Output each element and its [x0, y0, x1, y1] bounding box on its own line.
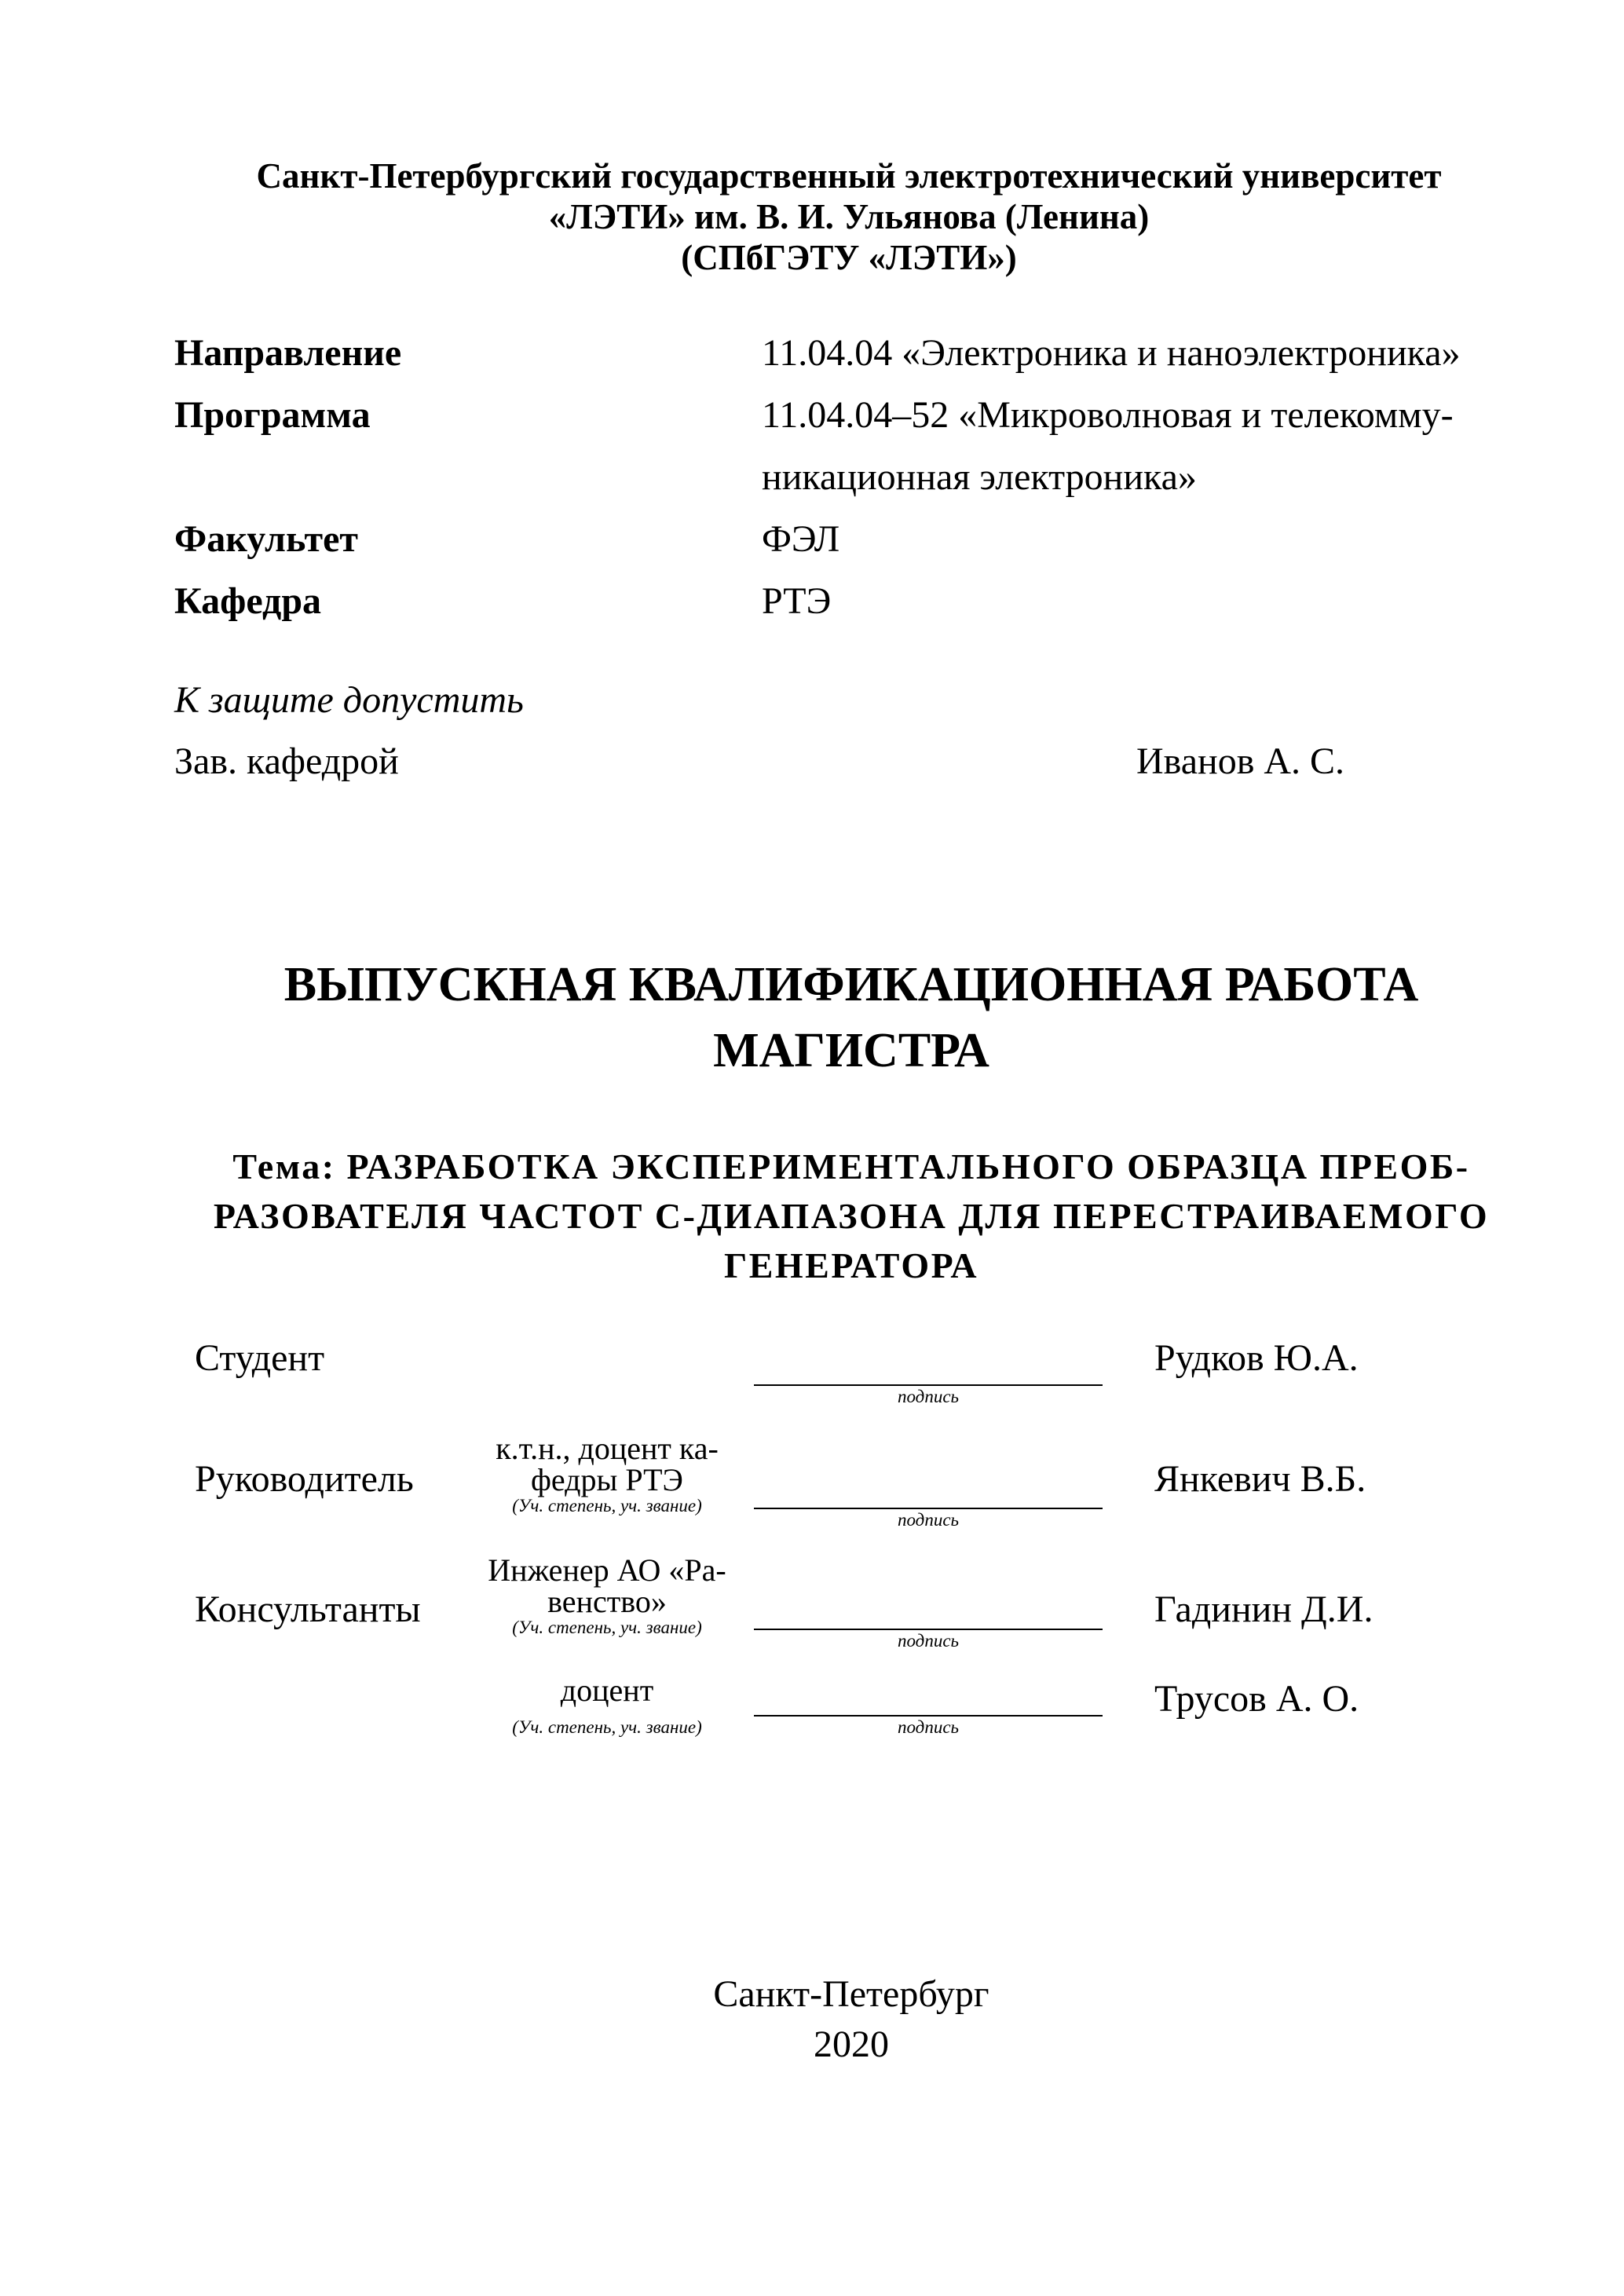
head-of-department-label: Зав. кафедрой [174, 740, 399, 782]
info-label: Направление [174, 332, 402, 374]
signature-line [754, 1508, 1103, 1509]
degree-hint: (Уч. степень, уч. звание) [512, 1717, 702, 1737]
degree-hint: (Уч. степень, уч. звание) [512, 1618, 702, 1637]
university-abbreviation: (СПбГЭТУ «ЛЭТИ») [681, 238, 1017, 277]
signature-degree-line: венство» [547, 1584, 667, 1619]
university-honorific: «ЛЭТИ» им. В. И. Ульянова (Ленина) [548, 197, 1150, 236]
signature-name: Трусов А. О. [1154, 1678, 1359, 1720]
info-label: Факультет [174, 518, 358, 560]
info-label: Программа [174, 394, 371, 436]
signature-degree-line: федры РТЭ [531, 1462, 683, 1497]
info-value: никационная электроника» [762, 456, 1197, 498]
title-line: ВЫПУСКНАЯ КВАЛИФИКАЦИОННАЯ РАБОТА [283, 958, 1419, 1011]
signature-degree-line: Инженер АО «Ра- [488, 1552, 726, 1588]
university-header [0, 155, 1624, 278]
signature-hint: подпись [897, 1387, 959, 1406]
footer-year: 2020 [814, 2024, 889, 2065]
info-value: РТЭ [762, 580, 832, 622]
signature-line [754, 1384, 1103, 1386]
info-value: 11.04.04–52 «Микроволновая и телекомму- [762, 394, 1454, 436]
signature-hint: подпись [897, 1717, 959, 1737]
signature-role: Руководитель [195, 1458, 414, 1500]
signature-degree-line: доцент [560, 1673, 654, 1708]
signature-degree-line: к.т.н., доцент ка- [496, 1431, 719, 1466]
info-row-program-continued [0, 446, 1624, 508]
signature-role: Студент [195, 1337, 325, 1379]
theme-line: ГЕНЕРАТОРА [723, 1245, 979, 1285]
head-of-department-name: Иванов А. С. [1136, 740, 1345, 782]
signature-line [754, 1715, 1103, 1717]
signature-role: Консультанты [195, 1589, 421, 1630]
info-row-direction [0, 322, 1624, 384]
footer-city: Санкт-Петербург [713, 1973, 989, 2015]
info-row-faculty [0, 508, 1624, 570]
info-row-department [0, 570, 1624, 632]
info-value: ФЭЛ [762, 518, 840, 560]
info-value: 11.04.04 «Электроника и наноэлектроника» [762, 332, 1461, 374]
document-title [0, 952, 1624, 1084]
signature-name: Рудков Ю.А. [1154, 1337, 1359, 1379]
signature-name: Янкевич В.Б. [1154, 1458, 1366, 1500]
thesis-theme [0, 1142, 1624, 1290]
theme-line: РАЗОВАТЕЛЯ ЧАСТОТ С-ДИАПАЗОНА ДЛЯ ПЕРЕСТРАИВАЕМОГО [213, 1196, 1490, 1236]
signature-hint: подпись [897, 1631, 959, 1651]
footer [0, 1969, 1624, 2070]
degree-hint: (Уч. степень, уч. звание) [512, 1496, 702, 1515]
theme-line: Тема: РАЗРАБОТКА ЭКСПЕРИМЕНТАЛЬНОГО ОБРАЗЦА ПРЕОБ- [232, 1146, 1470, 1186]
signature-line [754, 1629, 1103, 1630]
title-line: МАГИСТРА [713, 1024, 989, 1077]
info-row-program [0, 384, 1624, 446]
university-name: Санкт-Петербургский государственный электротехнический университет [256, 156, 1442, 196]
signature-hint: подпись [897, 1510, 959, 1530]
signature-name: Гадинин Д.И. [1154, 1589, 1373, 1630]
info-label: Кафедра [174, 580, 322, 622]
admit-to-defense: К защите допустить [174, 679, 524, 721]
